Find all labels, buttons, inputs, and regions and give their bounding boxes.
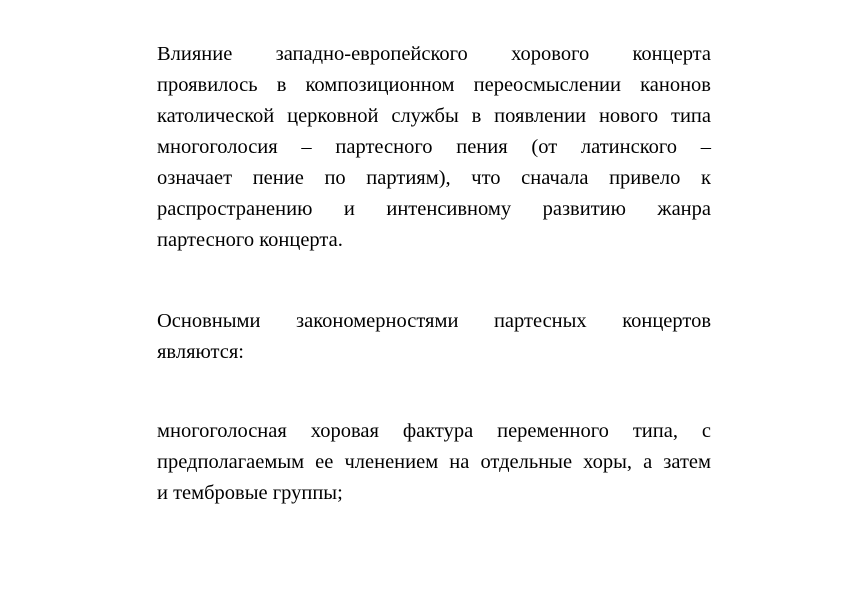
text-line: и тембровые группы; <box>157 482 343 504</box>
text-line: Основными закономерностями партесных концертов <box>157 310 711 332</box>
paragraph-choral-texture <box>157 416 711 509</box>
text-line: распространению и интенсивному развитию жанра <box>157 198 711 220</box>
text-line: предполагаемым ее членением на отдельные хоры, а затем <box>157 451 711 473</box>
text-line: многоголосная хоровая фактура переменного типа, с <box>157 420 711 442</box>
text-line: партесного концерта. <box>157 229 343 251</box>
text-line: проявилось в композиционном переосмыслении канонов <box>157 74 711 96</box>
paragraph-partes-singing-origin <box>157 39 711 256</box>
text-line: являются: <box>157 341 244 363</box>
text-line: означает пение по партиям), что сначала привело к <box>157 167 711 189</box>
text-line: Влияние западно-европейского хорового концерта <box>157 43 711 65</box>
text-line: многоголосия – партесного пения (от латинского – <box>157 136 711 158</box>
text-line: католической церковной службы в появлении нового типа <box>157 105 711 127</box>
paragraph-regularities-intro <box>157 306 711 368</box>
